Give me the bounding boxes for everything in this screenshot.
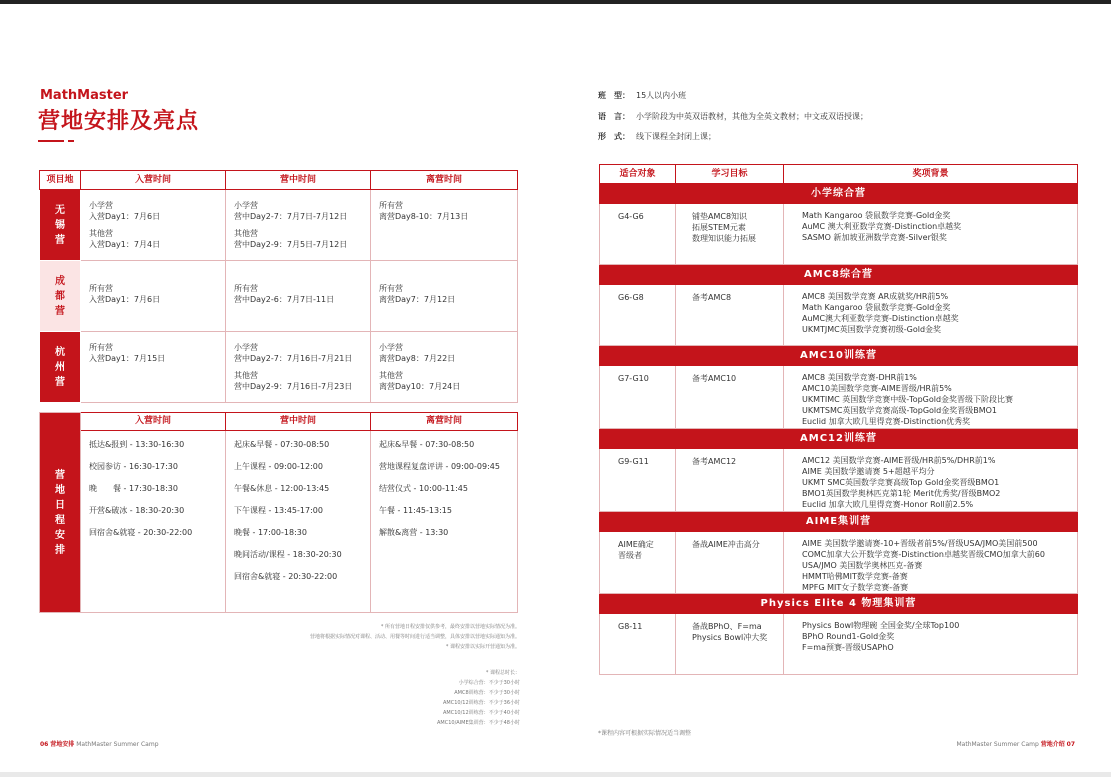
table-row — [600, 285, 1078, 346]
info-language: 语 言： 小学阶段为中英双语教材，其他为全英文教材；中文或双语授课； — [598, 112, 868, 121]
checkout-cell: 所有营 离营Day8-10：7月13日 — [371, 190, 518, 261]
header-during: 营中时间 — [226, 413, 371, 431]
awards-cell: Math Kangaroo 袋鼠数学竞赛-Gold金奖 AuMC 澳大利亚数学竞赛-Distinction卓越奖 SASMO 新加坡亚洲数学竞赛-Silver银奖 — [784, 204, 1078, 265]
section-band: AMC8综合营 — [600, 265, 1078, 285]
audience-cell: G8-11 — [600, 614, 676, 675]
during-cell: 所有营 营中Day2-6：7月7日-11日 — [226, 261, 371, 332]
footer-brand: MathMaster Summer Camp — [956, 741, 1039, 748]
schedule-row — [40, 431, 518, 613]
schedule-side-label: 营地日程安排 — [40, 413, 81, 613]
checkin-cell: 所有营 入营Day1：7月15日 — [81, 332, 226, 403]
header-checkin: 入营时间 — [81, 171, 226, 190]
checkout-cell: 小学营 离营Day8：7月22日 其他营 离营Day10：7月24日 — [371, 332, 518, 403]
header-checkout: 离营时间 — [371, 413, 518, 431]
table-row — [40, 261, 518, 332]
section-band: AMC10训练营 — [600, 346, 1078, 366]
info-class-size: 班 型： 15人以内小班 — [598, 91, 687, 100]
checkout-cell: 所有营 离营Day7：7月12日 — [371, 261, 518, 332]
camp-dates-header — [40, 171, 518, 190]
page-number: 06 — [40, 741, 49, 748]
info-format: 形 式： 线下课程全封闭上课； — [598, 132, 716, 141]
header-checkin: 入营时间 — [81, 413, 226, 431]
section-band: AIME集训营 — [600, 512, 1078, 532]
program-table — [599, 164, 1078, 675]
schedule-table — [39, 412, 518, 613]
footer-brand: MathMaster Summer Camp — [76, 741, 159, 748]
header-goal: 学习目标 — [676, 165, 784, 184]
checkin-cell: 所有营 入营Day1：7月6日 — [81, 261, 226, 332]
schedule-checkout: 起床&早餐 - 07:30-08:50 营地课程复盘评讲 - 09:00-09:45 结营仪式 - 10:00-11:45 午餐 - 11:45-13:15 解散&离营 - 13:30 — [371, 431, 518, 613]
page-number: 07 — [1066, 741, 1075, 748]
goal-cell: 铺垫AMC8知识 拓展STEM元素 数理知识能力拓展 — [676, 204, 784, 265]
during-cell: 小学营 营中Day2-7：7月16日-7月21日 其他营 营中Day2-9：7月16日-7月23日 — [226, 332, 371, 403]
audience-cell: G4-G6 — [600, 204, 676, 265]
page-title: 营地安排及亮点 — [38, 109, 200, 134]
left-footer — [40, 739, 159, 748]
during-cell: 小学营 营中Day2-7：7月7日-7月12日 其他营 营中Day2-9：7月5日-7月12日 — [226, 190, 371, 261]
course-note: *课程内容可根据实际情况适当调整 — [598, 730, 692, 737]
bottom-edge — [0, 772, 1111, 777]
schedule-header — [40, 413, 518, 431]
audience-cell: G6-G8 — [600, 285, 676, 346]
section-band: AMC12训练营 — [600, 429, 1078, 449]
schedule-during: 起床&早餐 - 07:30-08:50 上午课程 - 09:00-12:00 午餐&休息 - 12:00-13:45 下午课程 - 13:45-17:00 晚餐 - 17:00-18:30 晚间活动/课程 - 18:30-20:30 回宿舍&就寝 - 20:30-22:00 — [226, 431, 371, 613]
awards-cell: AMC8 美国数学竞赛 AR成就奖/HR前5% Math Kangaroo 袋鼠数学竞赛-Gold金奖 AuMC澳大利亚数学竞赛-Distinction卓越奖 UKMTJMC英国数学竞赛初级-Gold金奖 — [784, 285, 1078, 346]
right-footer — [900, 739, 1075, 748]
header-audience: 适合对象 — [600, 165, 676, 184]
goal-cell: 备战BPhO、F=ma Physics Bowl冲大奖 — [676, 614, 784, 675]
location-label: 杭州营 — [40, 332, 81, 403]
goal-cell: 备考AMC12 — [676, 449, 784, 512]
footer-section: 营地介绍 — [1040, 741, 1065, 748]
camp-dates-table — [39, 170, 518, 403]
table-row — [600, 204, 1078, 265]
awards-cell: AMC8 美国数学竞赛-DHR前1% AMC10美国数学竞赛-AIME晋级/HR前5% UKMTIMC 英国数学竞赛中级-TopGold金奖晋级下阶段比赛 UKMTSMC英国数学竞赛高级-TopGold金奖晋级BMO1 Euclid 加拿大欧几里得竞赛-Distinction优秀奖 — [784, 366, 1078, 429]
header-location: 项目地 — [40, 171, 81, 190]
awards-cell: AIME 美国数学邀请赛-10+晋级者前5%/晋级USA/JMO美国前500 COMC加拿大公开数学竞赛-Distinction卓越奖晋级CMO加拿大前60 USA/JMO 美国数学奥林匹克-备赛 HMMT哈佛MIT数学竞赛-备赛 MPFG MIT女子数学竞赛-备赛 — [784, 532, 1078, 594]
schedule-notes: * 所有营地日程安排仅供参考，最终安排以营地实际情况为准。 营地将根据实际情况对课程、活动、用餐等时间进行适当调整，具体安排以营地实际通知为准。 * 课程安排以实际开营通知为准。 — [309, 624, 520, 650]
table-row — [40, 332, 518, 403]
section-band: 小学综合营 — [600, 184, 1078, 204]
audience-cell: G9-G11 — [600, 449, 676, 512]
title-underline — [38, 140, 64, 142]
title-underline-dot — [68, 140, 74, 142]
schedule-checkin: 抵达&报到 - 13:30-16:30 校园参访 - 16:30-17:30 晚 餐 - 17:30-18:30 开营&破冰 - 18:30-20:30 回宿舍&就寝 - 20:30-22:00 — [81, 431, 226, 613]
location-label: 无锡营 — [40, 190, 81, 261]
footer-section: 营地安排 — [50, 741, 75, 748]
audience-cell: AIME确定 晋级者 — [600, 532, 676, 594]
header-awards: 奖项背景 — [784, 165, 1078, 184]
section-band: Physics Elite 4 物理集训营 — [600, 594, 1078, 614]
header-during: 营中时间 — [226, 171, 371, 190]
awards-cell: Physics Bowl物理碗 全国金奖/全球Top100 BPhO Round1-Gold金奖 F=ma预赛-晋级USAPhO — [784, 614, 1078, 675]
course-hours-notes: * 课程总时长： 小学综合营：不少于30小时 AMC8训练营：不少于30小时 AMC10/12训练营：不少于36小时 AMC10/12训练营：不少于40小时 AMC10/AIME集训营：不少于48小时 — [436, 670, 520, 726]
table-row — [600, 532, 1078, 594]
program-header — [600, 165, 1078, 184]
table-row — [40, 190, 518, 261]
location-label: 成都营 — [40, 261, 81, 332]
audience-cell: G7-G10 — [600, 366, 676, 429]
awards-cell: AMC12 美国数学竞赛-AIME晋级/HR前5%/DHR前1% AIME 美国数学邀请赛 5+超越平均分 UKMT SMC英国数学竞赛高级Top Gold金奖晋级BMO1 BMO1英国数学奥林匹克第1轮 Merit优秀奖/晋级BMO2 Euclid 加拿大欧几里得竞赛-Honor Roll前2.5% — [784, 449, 1078, 512]
table-row — [600, 366, 1078, 429]
goal-cell: 备战AIME冲击高分 — [676, 532, 784, 594]
table-row — [600, 449, 1078, 512]
goal-cell: 备考AMC10 — [676, 366, 784, 429]
checkin-cell: 小学营 入营Day1：7月6日 其他营 入营Day1：7月4日 — [81, 190, 226, 261]
goal-cell: 备考AMC8 — [676, 285, 784, 346]
table-row — [600, 614, 1078, 675]
header-checkout: 离营时间 — [371, 171, 518, 190]
brand-logo: MathMaster — [40, 88, 129, 103]
